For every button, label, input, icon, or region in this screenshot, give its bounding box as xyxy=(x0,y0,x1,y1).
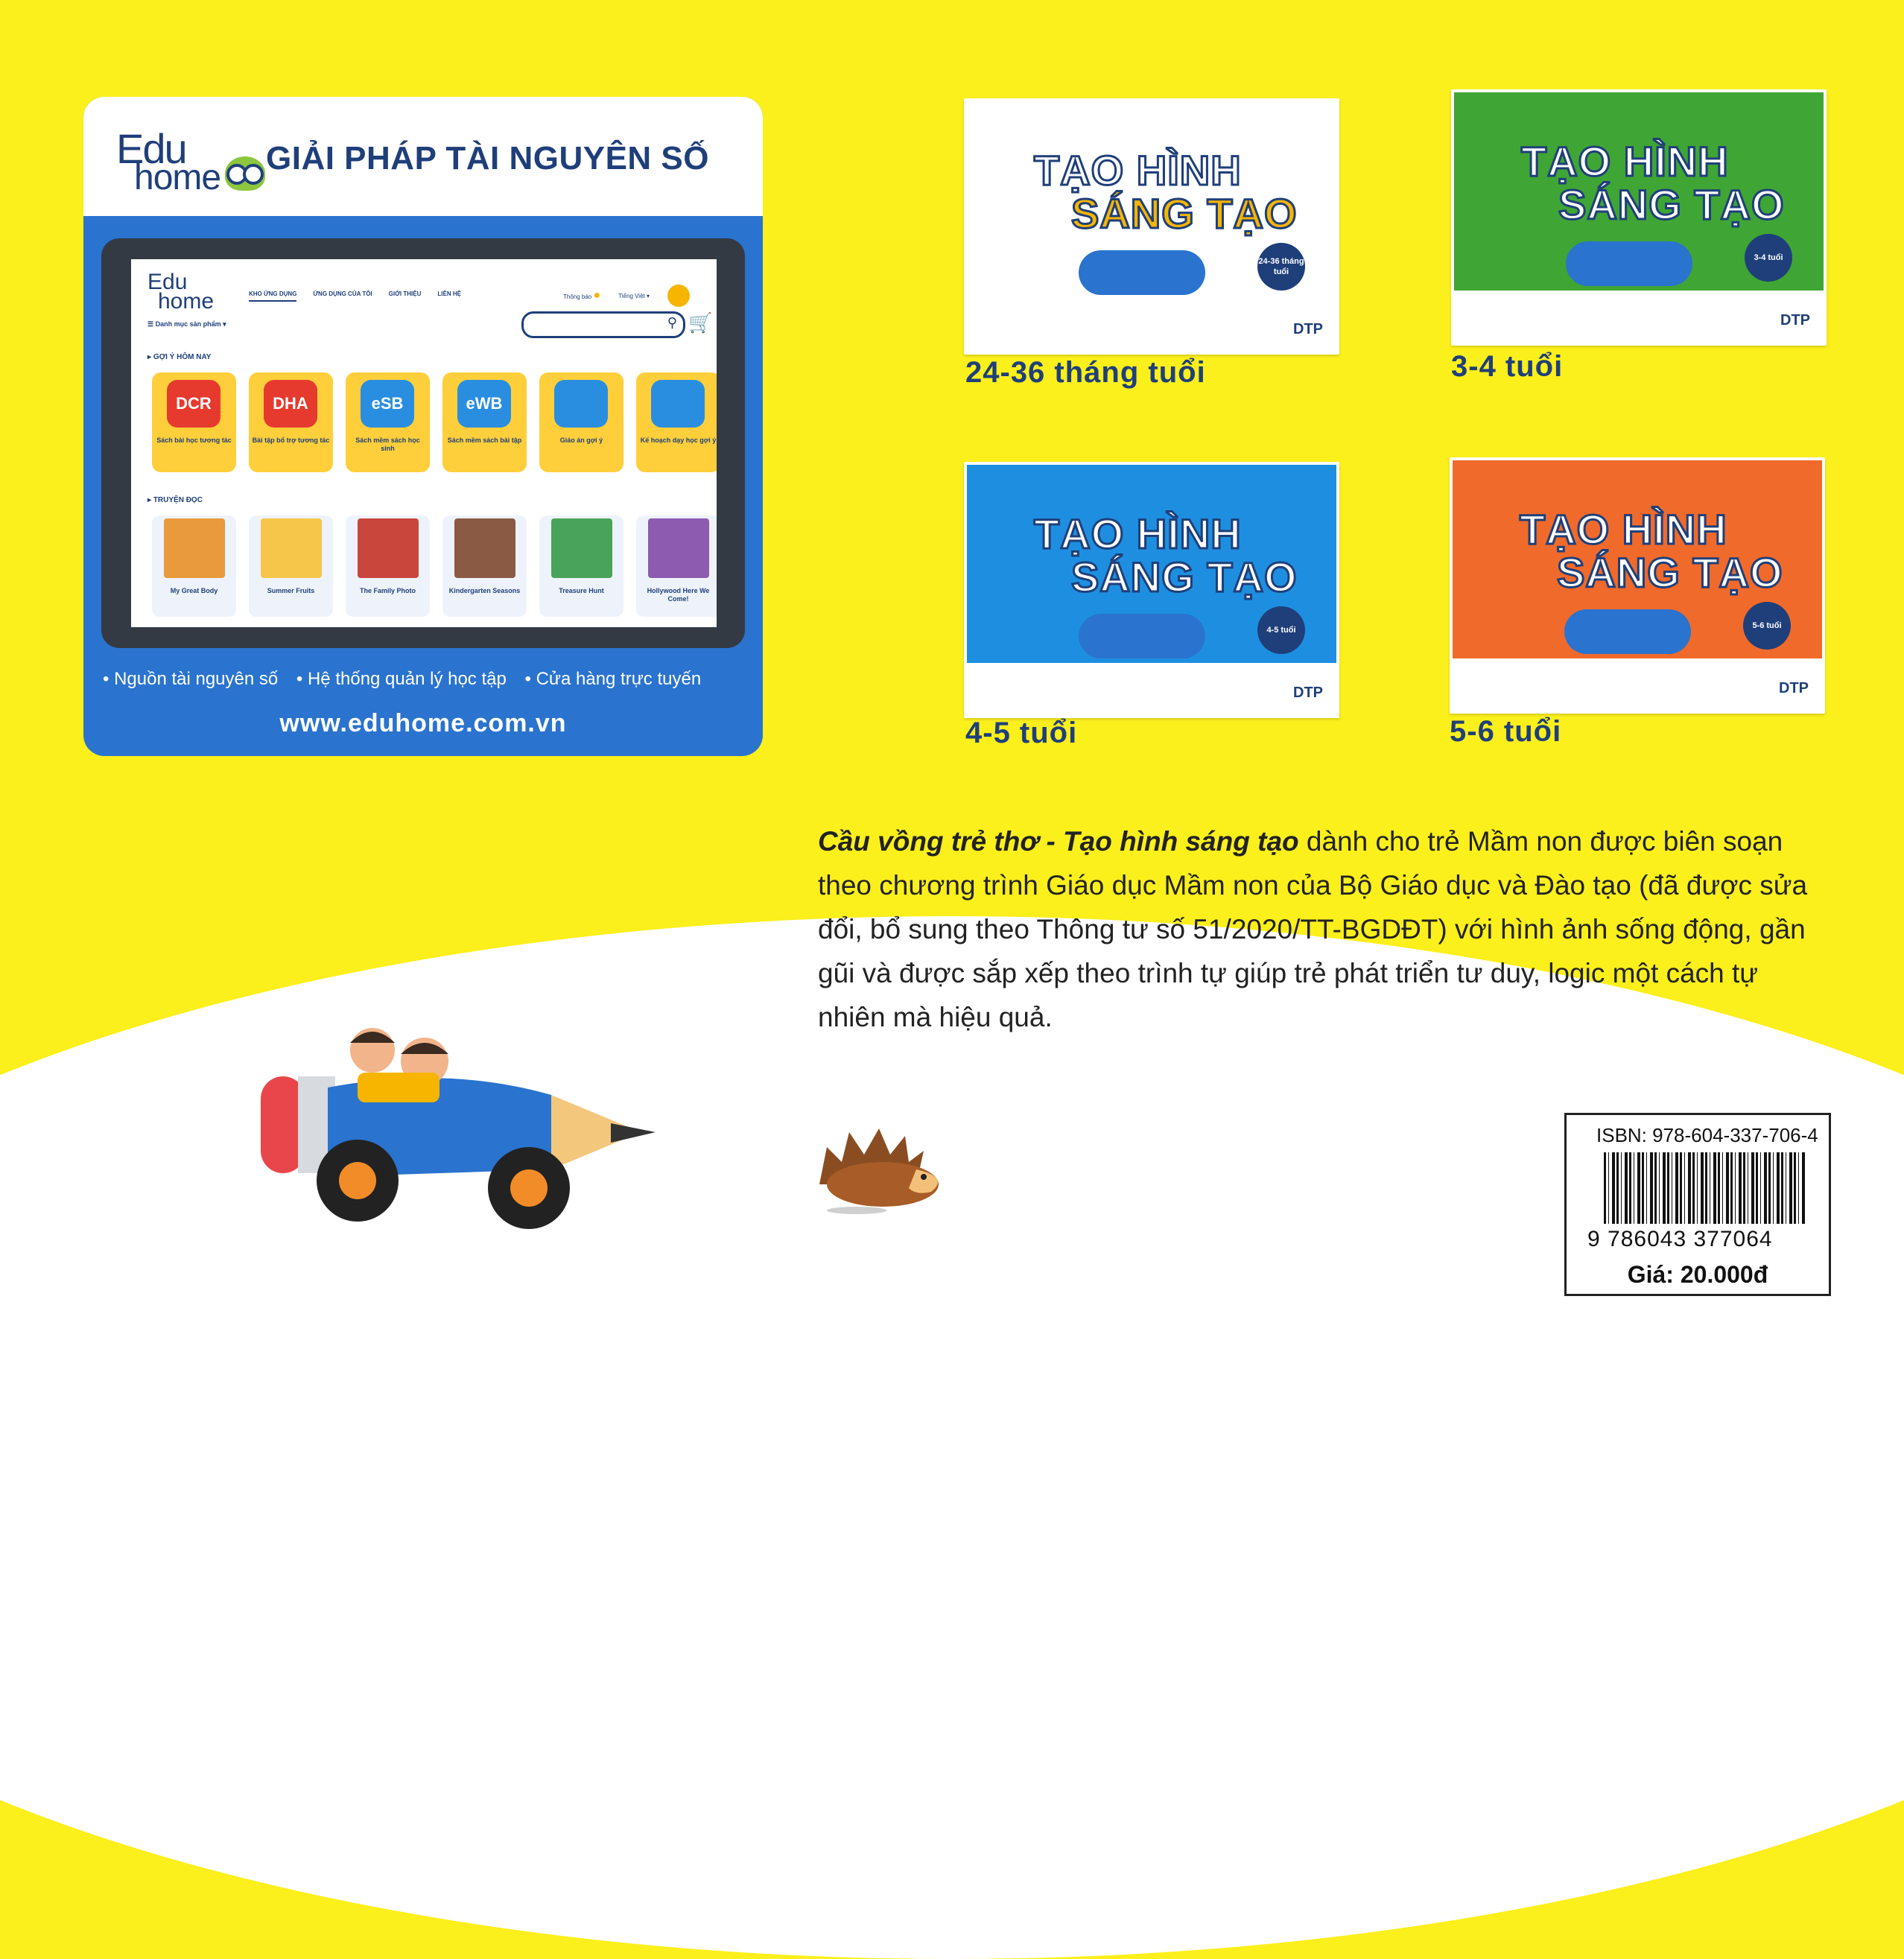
age-label: 5-6 tuổi xyxy=(1450,715,1562,748)
cover-title-line2: SÁNG TẠO xyxy=(1071,190,1298,237)
book-tile[interactable] xyxy=(539,515,623,617)
search-icon[interactable]: ⚲ xyxy=(667,315,677,330)
book-cover-image xyxy=(648,518,709,578)
section-suggested: ▸ GỢI Ý HÔM NAY xyxy=(147,353,212,361)
cover-age-badge: 24-36 tháng tuổi xyxy=(1257,243,1305,290)
feature-item: • Hệ thống quản lý học tập xyxy=(296,669,507,689)
tablet-frame xyxy=(101,238,745,648)
cover-pencil-car xyxy=(1564,609,1691,654)
feature-item: • Nguồn tài nguyên số xyxy=(103,669,279,689)
app-label: Sách mềm sách bài tập xyxy=(447,436,522,444)
notifications-link[interactable] xyxy=(563,289,600,302)
app-tile[interactable] xyxy=(152,372,236,472)
app-tile[interactable] xyxy=(442,372,527,472)
app-label: Bài tập bổ trợ tương tác xyxy=(252,436,330,444)
cover-title-line2: SÁNG TẠO xyxy=(1558,181,1785,228)
screen-top-right xyxy=(563,285,690,307)
feature-list xyxy=(103,669,714,690)
book-title: Treasure Hunt xyxy=(559,587,604,594)
book-tile[interactable] xyxy=(636,515,717,617)
barcode-number: 9 786043 377064 xyxy=(1587,1227,1773,1251)
cover-age-badge: 3-4 tuổi xyxy=(1745,234,1792,282)
book-cover-image xyxy=(454,518,515,578)
notifications-label: Thông báo xyxy=(563,293,592,300)
logo-text-home: home xyxy=(134,158,221,197)
publisher-logo: DTP xyxy=(1779,680,1809,696)
app-label: Sách bài học tương tác xyxy=(156,436,232,444)
cover-bottom-band xyxy=(967,299,1336,352)
isbn-code: ISBN: 978-604-337-706-4 xyxy=(1596,1124,1818,1146)
tablet-screen xyxy=(131,259,717,627)
book-cover-image xyxy=(551,518,612,578)
isbn-box xyxy=(1564,1113,1831,1296)
app-label: Kế hoạch dạy học gợi ý xyxy=(640,436,717,444)
book-tile[interactable] xyxy=(346,515,430,617)
book-title: Kindergarten Seasons xyxy=(448,587,521,594)
publisher-logo: DTP xyxy=(1293,685,1323,701)
category-menu-label: Danh mục sản phẩm xyxy=(155,320,221,328)
cover-bottom-band xyxy=(1453,658,1822,711)
website-url[interactable]: www.eduhome.com.vn xyxy=(279,709,567,737)
cover-title-line1: TẠO HÌNH xyxy=(1034,510,1242,557)
language-select[interactable] xyxy=(618,293,650,299)
screen-nav xyxy=(249,290,461,302)
description xyxy=(818,819,1831,1039)
app-tile[interactable] xyxy=(539,372,623,472)
age-label: 3-4 tuổi xyxy=(1451,350,1564,383)
hedgehog-illustration xyxy=(812,1117,953,1214)
owl-icon xyxy=(225,156,265,191)
section-suggested-label: GỢI Ý HÔM NAY xyxy=(153,353,212,361)
book-tile[interactable] xyxy=(442,515,527,617)
book-title: Summer Fruits xyxy=(267,587,315,594)
barcode xyxy=(1604,1152,1805,1224)
category-menu[interactable]: ☰ Danh mục sản phẩm ▾ xyxy=(147,320,226,328)
book-tile[interactable] xyxy=(249,515,333,617)
app-icon: DHA xyxy=(264,380,317,428)
app-label: Giáo án gợi ý xyxy=(559,436,603,444)
pencil-car-illustration xyxy=(253,1020,700,1244)
bell-icon: ● xyxy=(593,289,601,302)
book-cover-image xyxy=(261,518,322,578)
nav-item-my-apps[interactable]: ỨNG DỤNG CỦA TÔI xyxy=(313,290,372,297)
chevron-down-icon: ▾ xyxy=(646,292,650,299)
screen-logo-home: home xyxy=(158,289,215,314)
app-tile[interactable] xyxy=(249,372,333,472)
eduhome-card xyxy=(83,97,763,756)
book-title: My Great Body xyxy=(170,587,218,594)
eduhome-logo xyxy=(113,125,240,197)
eduhome-card-header xyxy=(83,97,763,216)
book-cover-image xyxy=(164,518,225,578)
cover-title-line1: TẠO HÌNH xyxy=(1520,506,1727,553)
app-list xyxy=(152,372,717,472)
publisher-logo: DTP xyxy=(1780,312,1810,328)
language-label: Tiếng Việt xyxy=(618,292,645,299)
age-label: 4-5 tuổi xyxy=(965,717,1078,749)
nav-item-store[interactable]: KHO ỨNG DỤNG xyxy=(249,290,296,302)
app-icon xyxy=(651,380,705,428)
app-icon xyxy=(554,380,608,428)
cover-pencil-car xyxy=(1079,250,1205,295)
cover-bottom-band xyxy=(1454,290,1824,343)
cover-pencil-car xyxy=(1079,614,1205,658)
section-reading: ▸ TRUYỆN ĐỌC xyxy=(147,496,203,504)
avatar[interactable] xyxy=(667,285,690,307)
cover-pencil-car xyxy=(1566,241,1692,286)
book-cover xyxy=(964,462,1339,718)
screen-logo[interactable] xyxy=(147,270,215,314)
app-tile[interactable] xyxy=(346,372,430,472)
section-reading-label: TRUYỆN ĐỌC xyxy=(153,496,203,504)
book-tile[interactable] xyxy=(152,515,236,617)
book-list xyxy=(152,515,717,617)
app-icon: DCR xyxy=(167,380,220,428)
book-cover xyxy=(1451,89,1827,346)
publisher-logo: DTP xyxy=(1293,321,1323,337)
cover-title-line2: SÁNG TẠO xyxy=(1557,549,1783,596)
cover-title-line1: TẠO HÌNH xyxy=(1521,138,1729,185)
description-body: dành cho trẻ Mầm non được biên soạn theo chương trình Giáo dục Mầm non của Bộ Giáo dục và Đào tạo (đã được sửa đổi, bổ sung theo Thông tư số 51/2020/TT-BGDĐT) với hình ảnh sống động, gần gũi và được sắp xếp theo trình tự giúp trẻ phát triển tư duy, logic một cách tự nhiên mà hiệu quả. xyxy=(818,826,1808,1032)
feature-item: • Cửa hàng trực tuyến xyxy=(524,669,702,689)
cover-age-badge: 5-6 tuổi xyxy=(1743,602,1791,650)
book-title: Hollywood Here We Come! xyxy=(647,587,710,603)
card-title: GIẢI PHÁP TÀI NGUYÊN SỐ xyxy=(266,140,709,177)
app-icon: eWB xyxy=(457,380,511,428)
cover-bottom-band xyxy=(967,663,1336,715)
nav-item-contact[interactable]: LIÊN HỆ xyxy=(437,290,461,297)
book-cover xyxy=(1450,457,1825,714)
age-label: 24-36 tháng tuổi xyxy=(965,356,1206,389)
description-title: Cầu vồng trẻ thơ - Tạo hình sáng tạo xyxy=(818,826,1299,857)
cover-title-line2: SÁNG TẠO xyxy=(1071,553,1298,600)
book-title: The Family Photo xyxy=(359,587,416,594)
cart-icon[interactable]: 🛒 xyxy=(688,311,713,334)
book-cover-image xyxy=(358,518,419,578)
app-label: Sách mềm sách học sinh xyxy=(355,436,420,452)
search-input[interactable] xyxy=(521,311,685,338)
nav-item-about[interactable]: GIỚI THIỆU xyxy=(388,290,422,297)
screen-logo-edu: Edu xyxy=(147,270,188,294)
cover-age-badge: 4-5 tuổi xyxy=(1257,606,1305,654)
price: Giá: 20.000đ xyxy=(1627,1261,1768,1288)
logo-text-edu: Edu xyxy=(116,125,186,172)
book-cover xyxy=(964,98,1339,355)
app-tile[interactable] xyxy=(636,372,717,472)
cover-title-line1: TẠO HÌNH xyxy=(1034,147,1242,194)
app-icon: eSB xyxy=(361,380,414,428)
